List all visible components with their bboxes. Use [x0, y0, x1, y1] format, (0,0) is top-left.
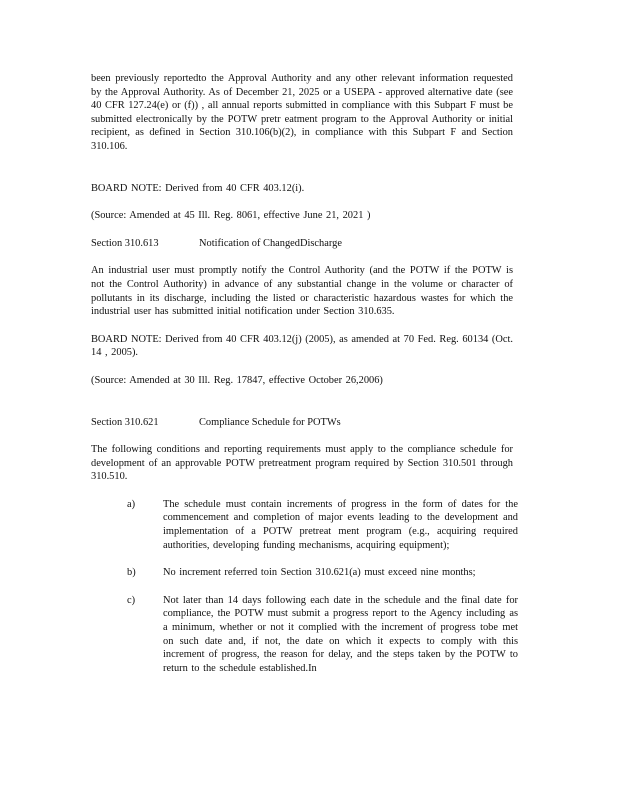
document-page: [91, 72, 518, 675]
continuation-paragraph: been previously reportedto the Approval Authority and any other relevant information requested by the Approval Authority. As of December 21, 2025 or a USEPA - approved alternative date (see 40 CFR 127.24(e) or (f)) , all annual reports submitted in compliance with this Subpart F must be submitted electronically by the POTW pretr eatment program to the Approval Authority or initial recipient, as defined in Section 310.106(b)(2), in compliance with this Subpart F and Section 310.106.: [91, 73, 513, 152]
list-item: [127, 566, 513, 580]
section-title: Compliance Schedule for POTWs: [199, 416, 341, 428]
list-item: [127, 498, 518, 552]
section-heading-310-621: [91, 416, 513, 430]
item-text: The schedule must contain increments of progress in the form of dates for the commencement and completion of major events leading to the development and implementation of a POTW pretreat ment program (e.g., acquiring required authorities, developing funding mechanisms, acquiring equipment);: [163, 498, 518, 551]
section-number: Section 310.613: [91, 237, 159, 249]
requirements-list: [91, 498, 518, 676]
item-label: b): [127, 567, 136, 579]
item-label: c): [127, 594, 136, 606]
section-title: Notification of ChangedDischarge: [199, 237, 342, 249]
section-body: An industrial user must promptly notify the Control Authority (and the POTW if the POTW is not the Control Authority) in advance of any substantial change in the volume or character of pollutants in its discharge, including the listed or characteristic hazardous wastes for which the industrial user has submitted initial notification under Section 310.635.: [91, 265, 513, 318]
source-note: (Source: Amended at 30 Ill. Reg. 17847, effective October 26,2006): [91, 374, 383, 386]
source-note: (Source: Amended at 45 Ill. Reg. 8061, effective June 21, 2021 ): [91, 210, 371, 222]
list-item: [127, 594, 518, 676]
board-note: BOARD NOTE: Derived from 40 CFR 403.12(i).: [91, 182, 305, 194]
item-label: a): [127, 498, 136, 510]
board-note: BOARD NOTE: Derived from 40 CFR 403.12(j) (2005), as amended at 70 Fed. Reg. 60134 (Oct. 14 , 2005).: [91, 333, 513, 359]
section-number: Section 310.621: [91, 416, 159, 428]
section-heading-310-613: [91, 237, 513, 251]
item-text: No increment referred toin Section 310.621(a) must exceed nine months;: [163, 567, 476, 579]
section-intro: The following conditions and reporting requirements must apply to the compliance schedule for development of an approvable POTW pretreatment program required by Section 310.501 through 310.510.: [91, 444, 513, 483]
item-text: Not later than 14 days following each date in the schedule and the final date for compliance, the POTW must submit a progress report to the Agency including as a minimum, whether or not it complied with the increment of progress tobe met on such date and, if not, the date on which it expects to comply with this increment of progress, the reason for delay, and the steps taken by the POTW to return to the schedule established.In: [163, 594, 518, 674]
